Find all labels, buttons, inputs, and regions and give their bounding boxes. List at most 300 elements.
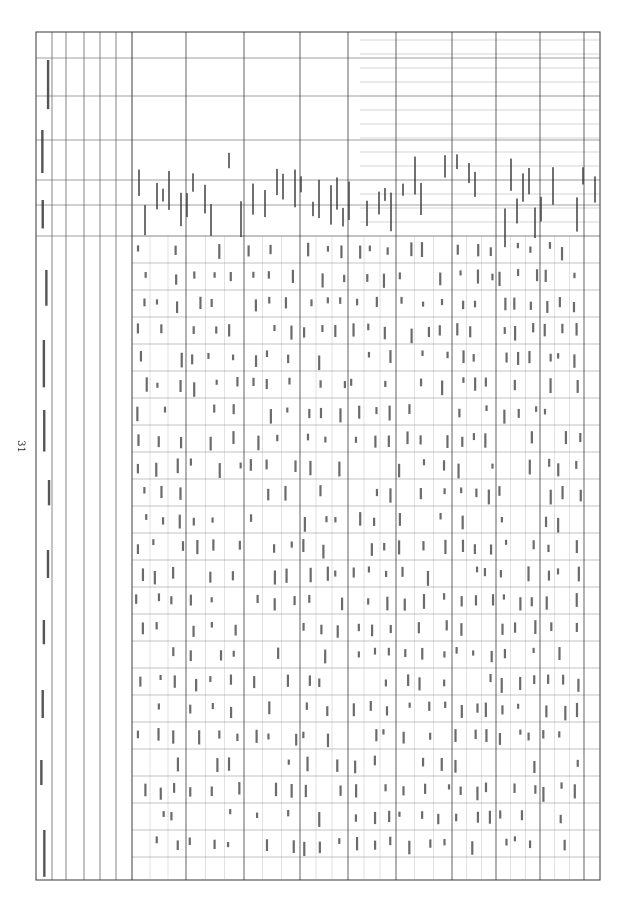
cell-text-mark bbox=[424, 784, 426, 794]
cell-text-mark bbox=[252, 272, 254, 278]
cell-text-mark bbox=[324, 437, 326, 443]
cell-text-mark bbox=[359, 512, 361, 526]
cell-text-mark bbox=[193, 271, 195, 278]
record-label-mark bbox=[300, 176, 302, 192]
cell-text-mark bbox=[284, 486, 286, 501]
cell-text-mark bbox=[549, 378, 551, 393]
cell-text-mark bbox=[410, 242, 412, 256]
cell-text-mark bbox=[216, 758, 218, 772]
cell-text-mark bbox=[177, 840, 179, 850]
cell-text-mark bbox=[544, 324, 546, 337]
cell-text-mark bbox=[218, 244, 220, 259]
cell-text-mark bbox=[291, 542, 293, 548]
cell-text-mark bbox=[421, 242, 423, 257]
cell-text-mark bbox=[389, 406, 391, 421]
cell-text-mark bbox=[439, 273, 441, 286]
cell-text-mark bbox=[288, 760, 290, 765]
cell-text-mark bbox=[550, 490, 552, 505]
record-label-mark bbox=[144, 205, 146, 235]
record-label-mark bbox=[282, 174, 284, 200]
cell-text-mark bbox=[420, 379, 422, 387]
cell-text-mark bbox=[136, 407, 138, 422]
cell-text-mark bbox=[308, 409, 310, 418]
cell-text-mark bbox=[548, 571, 550, 581]
cell-text-mark bbox=[580, 490, 582, 502]
cell-text-mark bbox=[565, 431, 567, 444]
header-label-mark bbox=[43, 830, 45, 877]
cell-text-mark bbox=[236, 734, 238, 741]
cell-text-mark bbox=[324, 650, 326, 664]
cell-text-mark bbox=[427, 571, 429, 586]
cell-text-mark bbox=[189, 837, 191, 844]
cell-text-mark bbox=[529, 840, 531, 848]
cell-text-mark bbox=[269, 245, 271, 254]
cell-text-mark bbox=[517, 269, 519, 276]
cell-text-mark bbox=[212, 539, 214, 550]
cell-text-mark bbox=[439, 325, 441, 335]
cell-text-mark bbox=[339, 785, 341, 795]
cell-text-mark bbox=[462, 350, 464, 363]
cell-text-mark bbox=[177, 758, 179, 772]
cell-text-mark bbox=[514, 380, 516, 390]
cell-text-mark bbox=[514, 622, 516, 632]
cell-text-mark bbox=[530, 302, 532, 310]
cell-text-mark bbox=[366, 274, 368, 282]
cell-text-mark bbox=[228, 324, 230, 336]
record-label-mark bbox=[384, 188, 386, 201]
cell-text-mark bbox=[545, 270, 547, 282]
cell-text-mark bbox=[562, 675, 564, 685]
cell-text-mark bbox=[517, 243, 519, 248]
cell-text-mark bbox=[534, 785, 536, 794]
cell-text-mark bbox=[533, 648, 535, 653]
header-label-mark bbox=[45, 270, 47, 306]
cell-text-mark bbox=[213, 405, 215, 413]
cell-text-mark bbox=[399, 513, 401, 526]
cell-text-mark bbox=[170, 812, 172, 820]
cell-text-mark bbox=[173, 783, 175, 793]
cell-text-mark bbox=[457, 245, 459, 255]
cell-text-mark bbox=[320, 408, 322, 418]
cell-text-mark bbox=[504, 327, 506, 334]
cell-text-mark bbox=[350, 379, 352, 386]
cell-text-mark bbox=[576, 623, 578, 632]
cell-text-mark bbox=[561, 247, 563, 260]
cell-text-mark bbox=[387, 247, 389, 254]
cell-text-mark bbox=[211, 517, 213, 522]
cell-text-mark bbox=[319, 380, 321, 387]
cell-text-mark bbox=[181, 353, 183, 368]
cell-text-mark bbox=[142, 622, 144, 634]
cell-text-mark bbox=[519, 730, 521, 735]
cell-text-mark bbox=[402, 786, 404, 795]
cell-text-mark bbox=[504, 298, 506, 311]
cell-text-mark bbox=[236, 377, 238, 387]
table-frame bbox=[36, 32, 600, 880]
record-label-mark bbox=[390, 193, 392, 232]
cell-text-mark bbox=[180, 437, 182, 448]
cell-text-mark bbox=[235, 625, 237, 636]
cell-text-mark bbox=[504, 649, 506, 658]
cell-text-mark bbox=[285, 569, 287, 583]
cell-text-mark bbox=[367, 324, 369, 331]
cell-text-mark bbox=[319, 485, 321, 496]
cell-text-mark bbox=[326, 706, 328, 716]
cell-text-mark bbox=[139, 677, 141, 687]
cell-text-mark bbox=[359, 245, 361, 258]
cell-text-mark bbox=[309, 675, 311, 685]
cell-text-mark bbox=[575, 461, 577, 469]
cell-text-mark bbox=[561, 324, 563, 333]
cell-text-mark bbox=[322, 545, 324, 559]
cell-text-mark bbox=[388, 811, 390, 822]
record-label-mark bbox=[444, 155, 446, 177]
cell-text-mark bbox=[137, 731, 139, 739]
cell-text-mark bbox=[398, 464, 400, 478]
cell-text-mark bbox=[519, 597, 521, 610]
record-label-mark bbox=[276, 169, 278, 195]
record-label-mark bbox=[552, 167, 554, 204]
cell-text-mark bbox=[542, 787, 544, 802]
cell-text-mark bbox=[266, 459, 268, 469]
cell-text-mark bbox=[156, 299, 158, 304]
cell-text-mark bbox=[549, 242, 551, 249]
cell-text-mark bbox=[303, 842, 305, 856]
cell-text-mark bbox=[459, 270, 461, 275]
cell-text-mark bbox=[517, 352, 519, 365]
header-label-mark bbox=[42, 200, 44, 228]
cell-text-mark bbox=[390, 625, 392, 633]
cell-text-mark bbox=[285, 297, 287, 308]
cell-text-mark bbox=[277, 648, 279, 659]
cell-text-mark bbox=[557, 518, 559, 533]
cell-text-mark bbox=[501, 517, 503, 522]
record-label-mark bbox=[516, 199, 518, 224]
cell-text-mark bbox=[175, 274, 177, 284]
record-label-mark bbox=[138, 170, 140, 196]
cell-text-mark bbox=[446, 352, 448, 358]
cell-text-mark bbox=[158, 703, 160, 709]
cell-text-mark bbox=[443, 488, 445, 494]
cell-text-mark bbox=[175, 246, 177, 255]
cell-text-mark bbox=[256, 813, 258, 818]
record-label-mark bbox=[378, 192, 380, 215]
cell-text-mark bbox=[211, 622, 213, 628]
cell-text-mark bbox=[484, 433, 486, 447]
cell-text-mark bbox=[491, 651, 493, 662]
record-label-mark bbox=[576, 197, 578, 231]
cell-text-mark bbox=[319, 842, 321, 854]
cell-text-mark bbox=[505, 839, 507, 846]
cell-text-mark bbox=[461, 437, 463, 447]
record-label-mark bbox=[414, 157, 416, 195]
cell-text-mark bbox=[170, 596, 172, 604]
record-label-mark bbox=[474, 172, 476, 197]
cell-text-mark bbox=[306, 757, 308, 772]
cell-text-mark bbox=[192, 626, 194, 637]
cell-text-mark bbox=[310, 299, 312, 306]
cell-text-mark bbox=[255, 299, 257, 311]
cell-text-mark bbox=[176, 301, 178, 313]
cell-text-mark bbox=[576, 540, 578, 553]
cell-text-mark bbox=[295, 734, 297, 746]
cell-text-mark bbox=[547, 675, 549, 684]
cell-text-mark bbox=[210, 437, 212, 451]
cell-text-mark bbox=[250, 514, 252, 521]
cell-text-mark bbox=[308, 595, 310, 603]
cell-text-mark bbox=[457, 464, 459, 479]
record-label-mark bbox=[330, 185, 332, 224]
cell-text-mark bbox=[156, 836, 158, 843]
cell-text-mark bbox=[513, 298, 515, 310]
cell-text-mark bbox=[207, 353, 209, 359]
cell-text-mark bbox=[558, 647, 560, 660]
cell-text-mark bbox=[270, 409, 272, 424]
cell-text-mark bbox=[389, 837, 391, 845]
cell-text-mark bbox=[546, 301, 548, 313]
cell-text-mark bbox=[218, 730, 220, 738]
cell-text-mark bbox=[255, 355, 257, 367]
record-label-mark bbox=[180, 193, 182, 226]
cell-text-mark bbox=[471, 841, 473, 855]
record-label-mark bbox=[468, 163, 470, 183]
cell-text-mark bbox=[286, 408, 288, 413]
cell-text-mark bbox=[491, 274, 493, 281]
cell-text-mark bbox=[577, 679, 579, 692]
cell-text-mark bbox=[135, 594, 137, 604]
cell-text-mark bbox=[145, 514, 147, 520]
cell-text-mark bbox=[409, 703, 411, 708]
cell-text-mark bbox=[485, 405, 487, 411]
header-label-mark bbox=[47, 550, 49, 578]
cell-text-mark bbox=[358, 406, 360, 419]
cell-text-mark bbox=[389, 488, 391, 502]
cell-text-mark bbox=[429, 839, 431, 847]
cell-text-mark bbox=[499, 733, 501, 745]
cell-text-mark bbox=[527, 733, 529, 741]
record-label-mark bbox=[594, 176, 596, 202]
cell-text-mark bbox=[473, 354, 475, 362]
cell-text-mark bbox=[505, 540, 507, 545]
cell-text-mark bbox=[485, 703, 487, 717]
cell-text-mark bbox=[385, 679, 387, 686]
record-label-mark bbox=[228, 153, 230, 168]
cell-text-mark bbox=[268, 271, 270, 279]
cell-text-mark bbox=[534, 620, 536, 634]
cell-text-mark bbox=[220, 650, 222, 660]
cell-text-mark bbox=[492, 594, 494, 605]
cell-text-mark bbox=[557, 463, 559, 476]
cell-text-mark bbox=[376, 297, 378, 307]
cell-text-mark bbox=[209, 572, 211, 583]
cell-text-mark bbox=[172, 730, 174, 743]
cell-text-mark bbox=[384, 381, 386, 387]
cell-text-mark bbox=[318, 355, 320, 370]
cell-text-mark bbox=[137, 464, 139, 473]
cell-text-mark bbox=[287, 675, 289, 687]
record-label-mark bbox=[168, 171, 170, 210]
cell-text-mark bbox=[338, 838, 340, 844]
cell-text-mark bbox=[376, 489, 378, 496]
cell-text-mark bbox=[274, 571, 276, 585]
cell-text-mark bbox=[557, 568, 559, 574]
cell-text-mark bbox=[418, 677, 420, 690]
cell-text-mark bbox=[460, 787, 462, 795]
cell-text-mark bbox=[198, 730, 200, 744]
cell-text-mark bbox=[307, 243, 309, 257]
cell-text-mark bbox=[454, 729, 456, 742]
cell-text-mark bbox=[489, 674, 491, 682]
cell-text-mark bbox=[158, 436, 160, 447]
cell-text-mark bbox=[325, 516, 327, 522]
cell-text-mark bbox=[418, 622, 420, 633]
cell-text-mark bbox=[213, 840, 215, 849]
cell-text-mark bbox=[441, 381, 443, 396]
cell-text-mark bbox=[155, 463, 157, 477]
cell-text-mark bbox=[420, 435, 422, 444]
cell-text-mark bbox=[257, 436, 259, 451]
cell-text-mark bbox=[337, 625, 339, 637]
cell-text-mark bbox=[476, 787, 478, 801]
cell-text-mark bbox=[268, 297, 270, 304]
cell-text-mark bbox=[355, 437, 357, 443]
cell-text-mark bbox=[532, 323, 534, 332]
cell-text-mark bbox=[477, 269, 479, 283]
record-label-mark bbox=[240, 201, 242, 237]
cell-text-mark bbox=[229, 809, 231, 814]
record-label-mark bbox=[252, 184, 254, 215]
cell-text-mark bbox=[533, 540, 535, 549]
cell-text-mark bbox=[212, 703, 214, 709]
cell-text-mark bbox=[458, 409, 460, 418]
record-label-mark bbox=[456, 154, 458, 169]
cell-text-mark bbox=[216, 380, 218, 385]
cell-text-mark bbox=[227, 842, 229, 847]
cell-text-mark bbox=[179, 515, 181, 529]
cell-text-mark bbox=[423, 594, 425, 609]
cell-text-mark bbox=[443, 593, 445, 600]
cell-text-mark bbox=[429, 733, 431, 740]
cell-text-mark bbox=[488, 490, 490, 505]
cell-text-mark bbox=[190, 459, 192, 466]
cell-text-mark bbox=[143, 487, 145, 494]
record-label-mark bbox=[162, 189, 164, 202]
cell-text-mark bbox=[137, 245, 139, 251]
cell-text-mark bbox=[164, 407, 166, 413]
cell-text-mark bbox=[422, 302, 424, 307]
cell-text-mark bbox=[408, 404, 410, 414]
record-label-mark bbox=[156, 183, 158, 209]
cell-text-mark bbox=[334, 325, 336, 337]
cell-text-mark bbox=[230, 707, 232, 718]
cell-text-mark bbox=[252, 378, 254, 386]
cell-text-mark bbox=[144, 784, 146, 797]
cell-text-mark bbox=[428, 327, 430, 337]
cell-text-mark bbox=[327, 297, 329, 303]
cell-text-mark bbox=[519, 677, 521, 690]
cell-text-mark bbox=[339, 408, 341, 422]
cell-text-mark bbox=[499, 810, 501, 818]
cell-text-mark bbox=[140, 351, 142, 362]
cell-text-mark bbox=[469, 326, 471, 337]
cell-text-mark bbox=[338, 462, 340, 477]
cell-text-mark bbox=[293, 840, 295, 853]
record-label-mark bbox=[528, 168, 530, 194]
cell-text-mark bbox=[443, 839, 445, 845]
cell-text-mark bbox=[407, 674, 409, 686]
cell-text-mark bbox=[303, 327, 305, 337]
cell-text-mark bbox=[428, 702, 430, 711]
cell-text-mark bbox=[411, 329, 413, 344]
cell-text-mark bbox=[239, 541, 241, 550]
cell-text-mark bbox=[253, 676, 255, 688]
cell-text-mark bbox=[309, 461, 311, 475]
cell-text-mark bbox=[310, 568, 312, 583]
cell-text-mark bbox=[443, 680, 445, 687]
record-label-mark bbox=[192, 173, 194, 191]
cell-text-mark bbox=[287, 355, 289, 364]
cell-text-mark bbox=[531, 431, 533, 443]
cell-text-mark bbox=[266, 839, 268, 851]
record-label-mark bbox=[294, 170, 296, 208]
cell-text-mark bbox=[294, 460, 296, 472]
cell-text-mark bbox=[290, 326, 292, 340]
cell-text-mark bbox=[267, 489, 269, 501]
cell-text-mark bbox=[209, 676, 211, 682]
cell-text-mark bbox=[368, 352, 370, 358]
cell-text-mark bbox=[404, 649, 406, 657]
header-label-mark bbox=[40, 760, 42, 785]
record-label-mark bbox=[402, 184, 404, 196]
cell-text-mark bbox=[446, 620, 448, 630]
cell-text-mark bbox=[340, 245, 342, 258]
cell-text-mark bbox=[373, 518, 375, 526]
cell-text-mark bbox=[576, 703, 578, 717]
cell-text-mark bbox=[302, 623, 304, 631]
cell-text-mark bbox=[190, 650, 192, 661]
cell-text-mark bbox=[503, 410, 505, 424]
cell-text-mark bbox=[273, 325, 275, 331]
cell-text-mark bbox=[374, 756, 376, 766]
record-label-mark bbox=[204, 185, 206, 214]
header-label-mark bbox=[43, 410, 45, 452]
cell-text-mark bbox=[179, 380, 181, 392]
cell-text-mark bbox=[422, 758, 424, 767]
cell-text-mark bbox=[498, 272, 500, 286]
cell-text-mark bbox=[548, 459, 550, 467]
cell-text-mark bbox=[355, 814, 357, 821]
cell-text-mark bbox=[356, 299, 358, 306]
table-gridlines bbox=[36, 32, 600, 880]
cell-text-mark bbox=[573, 273, 575, 278]
cell-text-mark bbox=[406, 431, 408, 444]
cell-text-mark bbox=[398, 540, 400, 554]
cell-text-mark bbox=[561, 486, 563, 499]
cell-text-mark bbox=[321, 325, 323, 332]
cell-text-mark bbox=[576, 593, 578, 607]
cell-text-mark bbox=[517, 704, 519, 709]
cell-text-mark bbox=[408, 841, 410, 855]
cell-text-mark bbox=[443, 460, 445, 470]
cell-text-mark bbox=[274, 598, 276, 610]
cell-text-mark bbox=[455, 814, 457, 822]
cell-text-mark bbox=[462, 516, 464, 530]
cell-text-mark bbox=[542, 730, 544, 738]
cell-text-mark bbox=[578, 567, 580, 582]
cell-text-mark bbox=[485, 729, 487, 742]
cell-text-mark bbox=[334, 517, 336, 522]
record-label-mark bbox=[210, 204, 212, 236]
